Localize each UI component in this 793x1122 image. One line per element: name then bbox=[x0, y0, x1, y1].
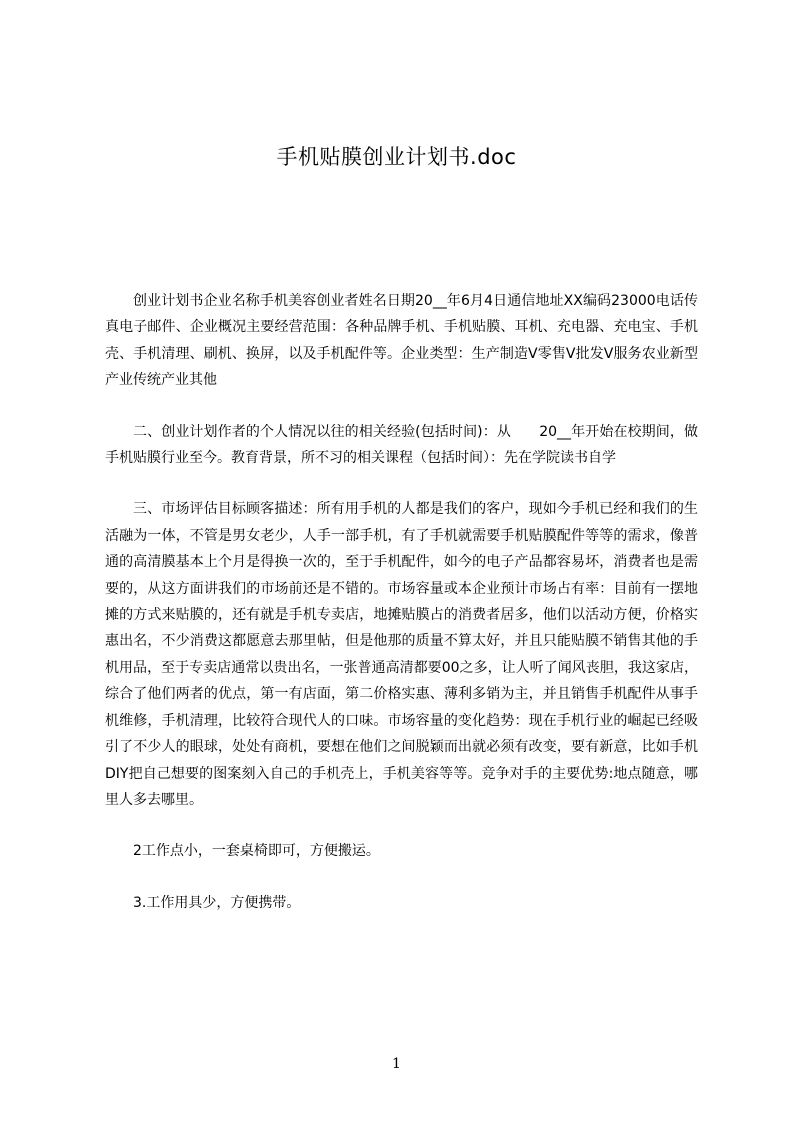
page-number: 1 bbox=[392, 1056, 401, 1072]
paragraph-author-experience: 二、创业计划作者的个人情况以往的相关经验(包括时间)：从 20__年开始在校期间，做手机贴膜行业至今。教育背景，所不习的相关课程（包括时间）：先在学院读书自学 bbox=[105, 423, 698, 467]
paragraph-market-assessment: 三、市场评估目标顾客描述：所有用手机的人都是我们的客户，现如今手机已经和我们的生活融为一体，不管是男女老少，人手一部手机，有了手机就需要手机贴膜配件等等的需求，像普通的高清膜基本上个月是得换一次的，至于手机配件，如今的电子产品都容易坏，消费者也是需要的，从这方面讲我们的市场前还是不错的。市场容量或本企业预计市场占有率：目前有一摆地摊的方式来贴膜的，还有就是手机专卖店，地摊贴膜占的消费者居多，他们以活动方便，价格实惠出名，不少消费这都愿意去那里帖，但是他那的质量不算太好，并且只能贴膜不销售其他的手机用品，至于专卖店通常以贵出名，一张普通高清都要00之多，让人听了闻风丧胆，我这家店，综合了他们两者的优点，第一有店面，第二价格实惠、薄利多销为主，并且销售手机配件从事手机维修，手机清理，比较符合现代人的口味。市场容量的变化趋势：现在手机行业的崛起已经吸引了不少人的眼球，处处有商机，要想在他们之间脱颖而出就必须有改变，要有新意，比如手机DIY把自己想要的图案刻入自己的手机壳上，手机美容等等。竞争对手的主要优势:地点随意，哪里人多去哪里。 bbox=[105, 501, 698, 808]
paragraph-advantage-2: 2工作点小，一套桌椅即可，方便搬运。 bbox=[133, 843, 380, 860]
paragraph-company-overview: 创业计划书企业名称手机美容创业者姓名日期20__年6月4日通信地址XX编码23000电话传真电子邮件、企业概况主要经营范围：各种品牌手机、手机贴膜、耳机、充电器、充电宝、手机壳、手机清理、刷机、换屏，以及手机配件等。企业类型：生产制造V零售V批发V服务农业新型产业传统产业其他 bbox=[105, 293, 698, 389]
document-body bbox=[105, 288, 698, 941]
document-title: 手机贴膜创业计划书.doc bbox=[276, 145, 517, 169]
paragraph-advantage-3: 3.工作用具少，方便携带。 bbox=[133, 894, 301, 911]
